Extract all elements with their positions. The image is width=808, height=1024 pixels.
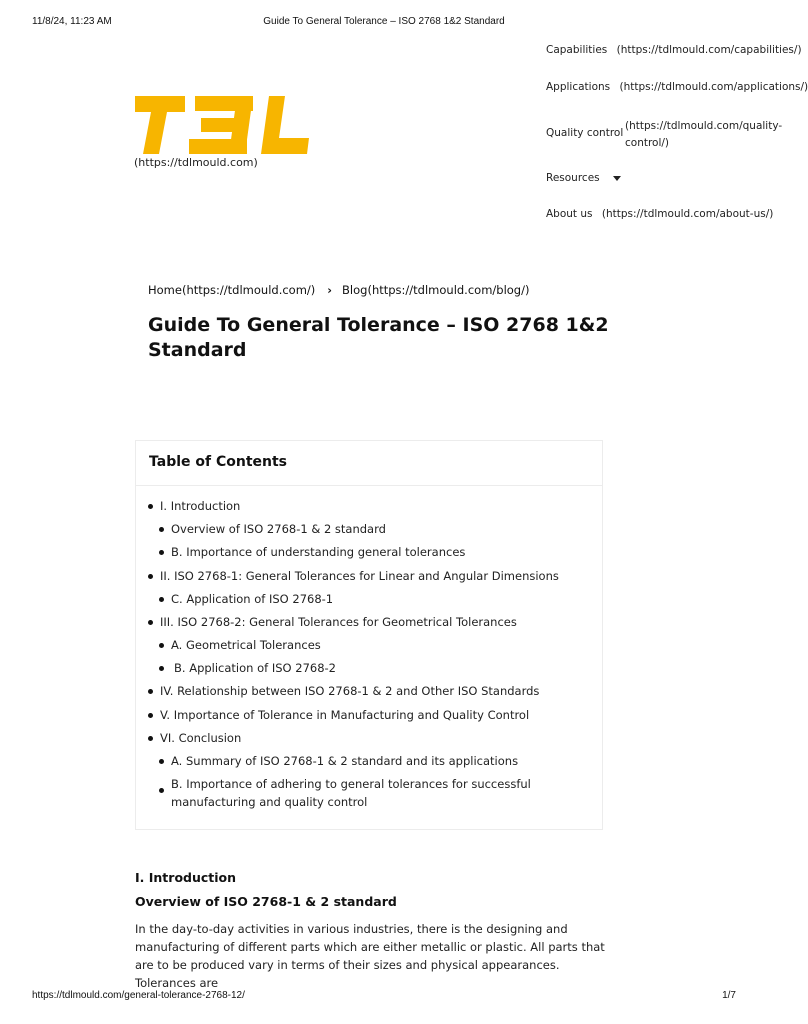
toc-item[interactable] — [171, 520, 386, 538]
toc-item[interactable] — [171, 775, 531, 811]
toc-item-label: VI. Conclusion — [160, 731, 242, 745]
caret-down-icon[interactable] — [613, 176, 621, 181]
breadcrumb-home[interactable]: Home(https://tdlmould.com/) — [148, 283, 316, 297]
toc-item[interactable] — [160, 613, 517, 631]
toc-item-label: B. Importance of understanding general tolerances — [171, 545, 466, 559]
toc-item-label: A. Summary of ISO 2768-1 & 2 standard and its applications — [171, 754, 519, 768]
toc-item-label: C. Application of ISO 2768-1 — [171, 592, 334, 606]
tdl-logo-icon — [133, 94, 311, 156]
print-footer — [32, 990, 736, 1004]
section-heading-introduction: I. Introduction — [135, 870, 237, 885]
toc-item-label: Overview of ISO 2768-1 & 2 standard — [171, 522, 386, 536]
nav-item-applications[interactable] — [546, 81, 808, 93]
table-of-contents — [135, 440, 603, 830]
bullet-icon — [159, 643, 164, 648]
nav-url-line: control/) — [625, 137, 670, 149]
nav-item-about-us[interactable] — [546, 208, 774, 220]
nav-item-resources[interactable] — [546, 172, 732, 184]
bullet-icon — [159, 597, 164, 602]
toc-item[interactable] — [171, 636, 321, 654]
toc-item-label: V. Importance of Tolerance in Manufacturing and Quality Control — [160, 708, 530, 722]
nav-item-capabilities[interactable] — [546, 44, 802, 56]
toc-item-label: B. Application of ISO 2768-2 — [174, 661, 336, 675]
toc-item[interactable] — [174, 659, 336, 677]
bullet-icon — [159, 666, 164, 671]
bullet-icon — [148, 620, 153, 625]
toc-title: Table of Contents — [149, 454, 288, 470]
toc-item[interactable] — [160, 729, 241, 747]
nav-label: Applications — [546, 81, 611, 93]
nav-url — [625, 118, 783, 152]
toc-item-label: III. ISO 2768-2: General Tolerances for Geometrical Tolerances — [160, 615, 517, 629]
toc-item[interactable] — [160, 567, 559, 585]
bullet-icon — [148, 574, 153, 579]
bullet-icon — [148, 504, 153, 509]
section-heading-overview: Overview of ISO 2768-1 & 2 standard — [135, 894, 397, 909]
toc-item-label: B. Importance of adhering to general tolerances for successful — [171, 777, 531, 791]
chevron-right-icon: › — [327, 283, 333, 297]
toc-item[interactable] — [171, 590, 333, 608]
bullet-icon — [159, 550, 164, 555]
toc-item-label: manufacturing and quality control — [171, 795, 368, 809]
brand-home-url[interactable]: (https://tdlmould.com) — [134, 156, 258, 169]
nav-url: (https://tdlmould.com/applications/) — [619, 81, 808, 93]
bullet-icon — [159, 527, 164, 532]
nav-url: (https://tdlmould.com/about-us/) — [601, 208, 774, 220]
print-datetime: 11/8/24, 11:23 AM — [32, 16, 112, 27]
toc-header[interactable] — [136, 441, 602, 486]
toc-item[interactable] — [171, 543, 465, 561]
print-doc-title: Guide To General Tolerance – ISO 2768 1&2 Standard — [263, 16, 505, 27]
nav-url: (https://tdlmould.com/capabilities/) — [616, 44, 802, 56]
bullet-icon — [159, 759, 164, 764]
brand-logo-link[interactable] — [133, 94, 311, 156]
bullet-icon — [148, 736, 153, 741]
toc-item[interactable] — [160, 706, 529, 724]
nav-label: Resources — [546, 172, 600, 184]
breadcrumb-blog[interactable]: Blog(https://tdlmould.com/blog/) — [342, 283, 530, 297]
nav-label: About us — [546, 208, 593, 220]
breadcrumb — [148, 283, 529, 297]
bullet-icon — [148, 713, 153, 718]
top-navigation — [546, 44, 808, 234]
page-title: Guide To General Tolerance – ISO 2768 1&2 Standard — [148, 314, 609, 361]
toc-item-label: A. Geometrical Tolerances — [171, 638, 321, 652]
toc-item[interactable] — [160, 497, 240, 515]
print-header — [32, 16, 736, 30]
print-page-number: 1/7 — [722, 990, 736, 1001]
nav-item-quality-control[interactable] — [546, 118, 783, 154]
toc-item[interactable] — [160, 682, 539, 700]
overview-paragraph: In the day-to-day activities in various industries, there is the designing and manufacturing of different parts which are either metallic or plastic. All parts that are to be produced vary in terms of their sizes and physical appearances. Tolerances are — [135, 922, 605, 990]
nav-url-line: (https://tdlmould.com/quality- — [625, 120, 783, 132]
nav-label: Quality control — [546, 127, 624, 139]
nav-label: Capabilities — [546, 44, 608, 56]
print-url: https://tdlmould.com/general-tolerance-2768-12/ — [32, 990, 245, 1001]
toc-item-label: IV. Relationship between ISO 2768-1 & 2 and Other ISO Standards — [160, 684, 540, 698]
bullet-icon — [159, 788, 164, 793]
toc-item[interactable] — [171, 752, 518, 770]
toc-item-label: II. ISO 2768-1: General Tolerances for Linear and Angular Dimensions — [160, 569, 559, 583]
bullet-icon — [148, 689, 153, 694]
toc-item-label: I. Introduction — [160, 499, 241, 513]
